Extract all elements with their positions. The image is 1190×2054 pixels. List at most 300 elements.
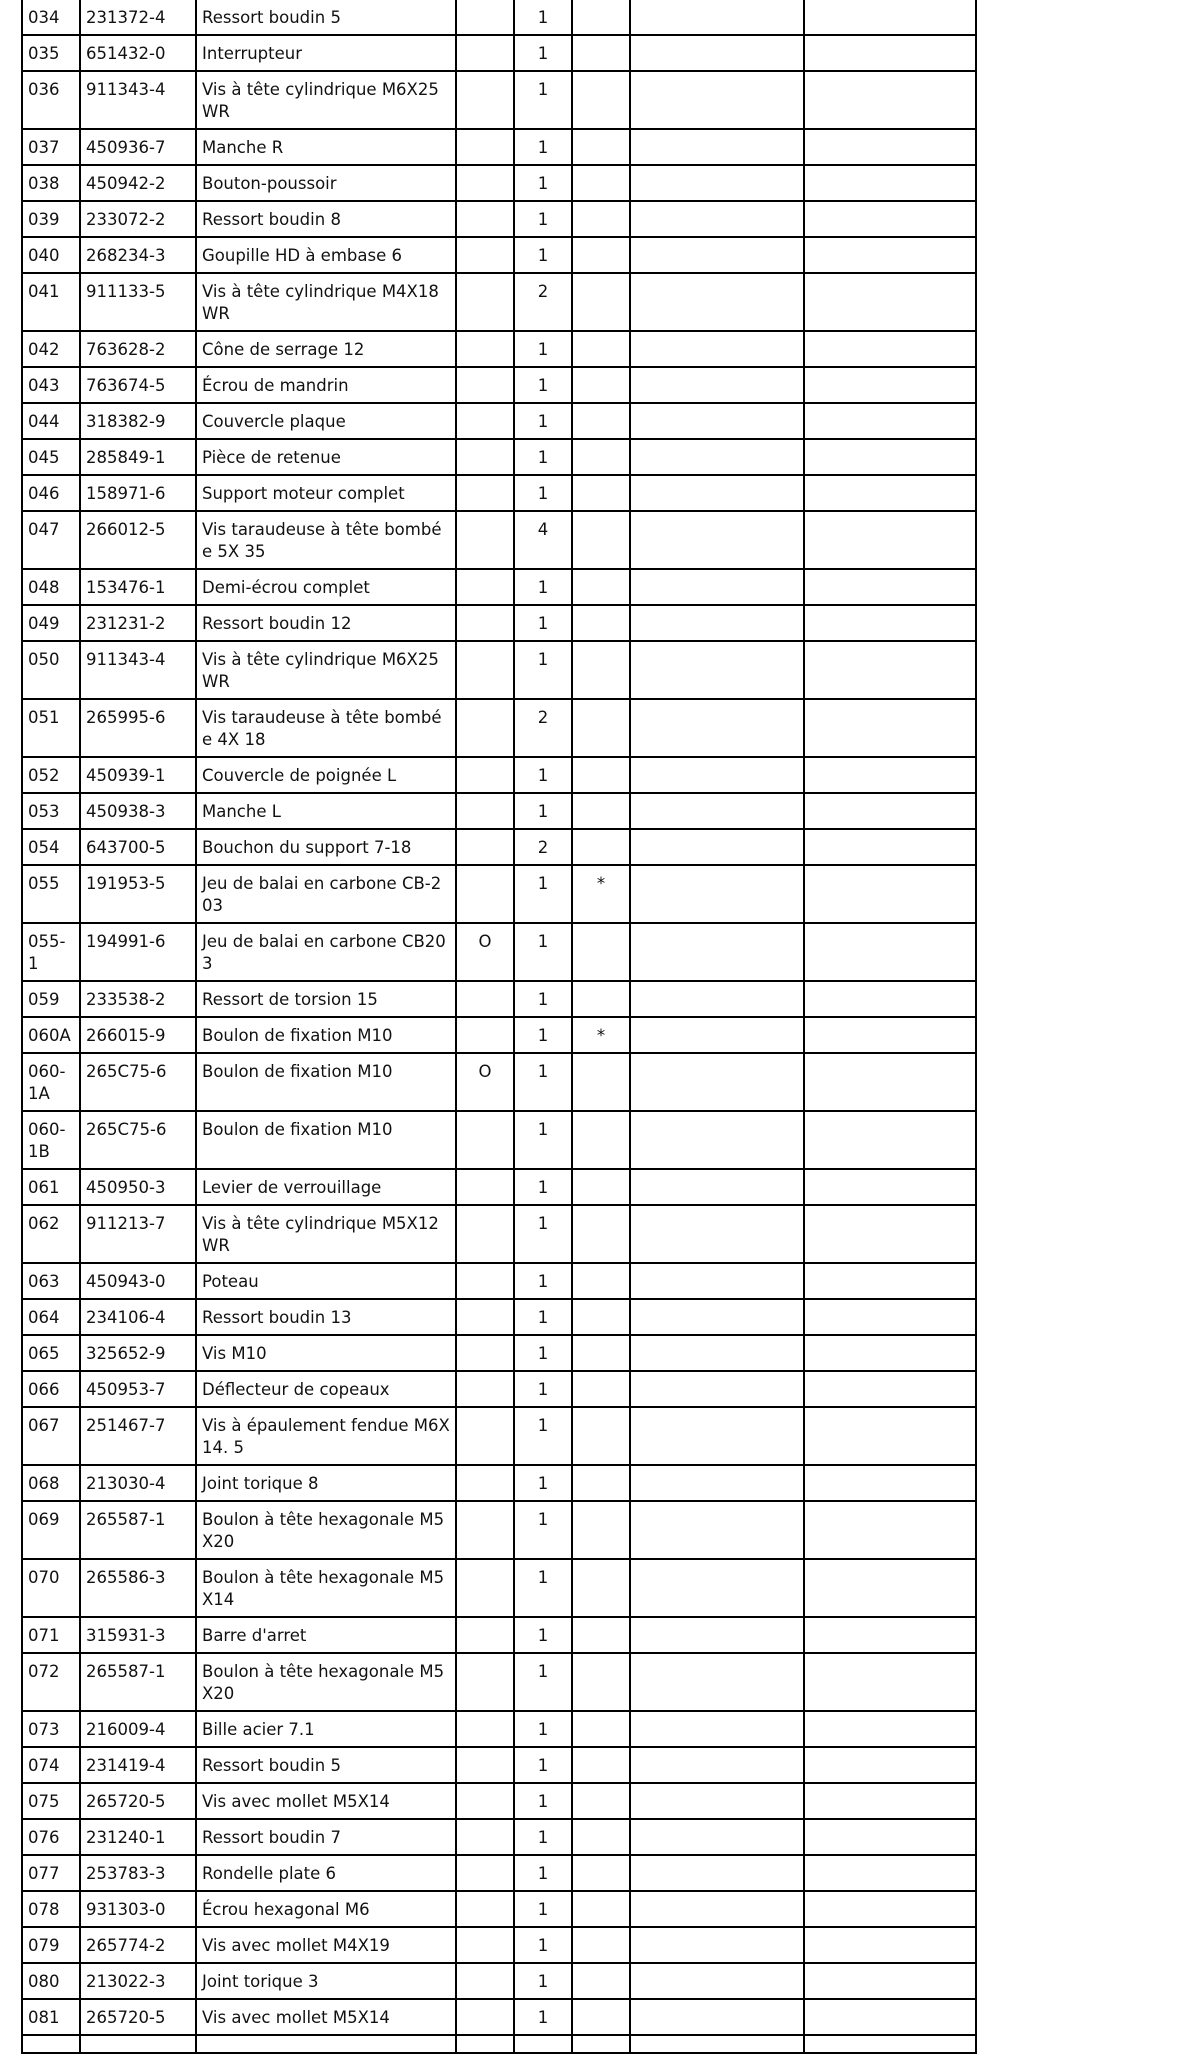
table-row: [22, 35, 976, 71]
empty-cell: [804, 237, 976, 273]
mark-cell: [572, 1963, 630, 1999]
item-number-cell: 070: [22, 1559, 80, 1617]
quantity-cell: 1: [514, 1371, 572, 1407]
description-cell: Ressort boudin 8: [196, 201, 456, 237]
empty-cell: [630, 475, 804, 511]
part-code-cell: 233072-2: [80, 201, 196, 237]
empty-cell: [630, 1501, 804, 1559]
item-number-cell: 043: [22, 367, 80, 403]
empty-cell: [630, 1819, 804, 1855]
empty-cell: [804, 2035, 976, 2053]
description-cell: Boulon de fixation M10: [196, 1053, 456, 1111]
description-cell: Joint torique 8: [196, 1465, 456, 1501]
quantity-cell: 1: [514, 201, 572, 237]
mark-cell: [572, 1783, 630, 1819]
option-cell: [456, 1465, 514, 1501]
option-cell: [456, 1819, 514, 1855]
table-row: [22, 1017, 976, 1053]
quantity-cell: 1: [514, 1299, 572, 1335]
part-code-cell: 265720-5: [80, 1999, 196, 2035]
quantity-cell: 1: [514, 1465, 572, 1501]
empty-cell: [22, 2035, 80, 2053]
option-cell: [456, 641, 514, 699]
empty-cell: [630, 1855, 804, 1891]
quantity-cell: 2: [514, 829, 572, 865]
empty-cell: [630, 793, 804, 829]
item-number-cell: 075: [22, 1783, 80, 1819]
item-number-cell: 068: [22, 1465, 80, 1501]
mark-cell: [572, 1819, 630, 1855]
mark-cell: [572, 923, 630, 981]
item-number-cell: 074: [22, 1747, 80, 1783]
mark-cell: [572, 273, 630, 331]
empty-cell: [630, 273, 804, 331]
description-cell: Couvercle de poignée L: [196, 757, 456, 793]
table-row: [22, 511, 976, 569]
description-cell: Rondelle plate 6: [196, 1855, 456, 1891]
table-row: [22, 1169, 976, 1205]
option-cell: [456, 35, 514, 71]
option-cell: [456, 1335, 514, 1371]
part-code-cell: 231240-1: [80, 1819, 196, 1855]
empty-cell: [804, 1855, 976, 1891]
table-row: [22, 981, 976, 1017]
mark-cell: [572, 403, 630, 439]
empty-cell: [804, 1371, 976, 1407]
part-code-cell: 763674-5: [80, 367, 196, 403]
item-number-cell: 066: [22, 1371, 80, 1407]
option-cell: [456, 1855, 514, 1891]
part-code-cell: 450939-1: [80, 757, 196, 793]
table-row: [22, 1891, 976, 1927]
option-cell: [456, 793, 514, 829]
empty-cell: [630, 699, 804, 757]
quantity-cell: 1: [514, 1963, 572, 1999]
item-number-cell: 055: [22, 865, 80, 923]
mark-cell: [572, 793, 630, 829]
empty-cell: [804, 829, 976, 865]
empty-cell: [804, 1747, 976, 1783]
part-code-cell: 265587-1: [80, 1501, 196, 1559]
empty-cell: [804, 475, 976, 511]
empty-cell: [630, 1783, 804, 1819]
table-row: [22, 201, 976, 237]
option-cell: [456, 403, 514, 439]
empty-cell: [804, 201, 976, 237]
quantity-cell: 1: [514, 1169, 572, 1205]
empty-cell: [630, 0, 804, 35]
part-code-cell: 651432-0: [80, 35, 196, 71]
empty-cell: [630, 1617, 804, 1653]
part-code-cell: 450938-3: [80, 793, 196, 829]
quantity-cell: 1: [514, 165, 572, 201]
empty-cell: [630, 331, 804, 367]
empty-cell: [804, 1891, 976, 1927]
quantity-cell: 1: [514, 475, 572, 511]
item-number-cell: 044: [22, 403, 80, 439]
item-number-cell: 038: [22, 165, 80, 201]
empty-cell: [804, 865, 976, 923]
description-cell: Levier de verrouillage: [196, 1169, 456, 1205]
part-code-cell: 265587-1: [80, 1653, 196, 1711]
empty-cell: [630, 1407, 804, 1465]
part-code-cell: 450936-7: [80, 129, 196, 165]
part-code-cell: 318382-9: [80, 403, 196, 439]
empty-cell: [804, 1963, 976, 1999]
item-number-cell: 035: [22, 35, 80, 71]
empty-cell: [456, 2035, 514, 2053]
table-row: [22, 1111, 976, 1169]
description-cell: Manche R: [196, 129, 456, 165]
part-code-cell: 231419-4: [80, 1747, 196, 1783]
quantity-cell: 1: [514, 1335, 572, 1371]
quantity-cell: 1: [514, 1407, 572, 1465]
description-cell: Vis avec mollet M4X19: [196, 1927, 456, 1963]
part-code-cell: 234106-4: [80, 1299, 196, 1335]
table-row: [22, 273, 976, 331]
empty-cell: [80, 2035, 196, 2053]
item-number-cell: 067: [22, 1407, 80, 1465]
item-number-cell: 080: [22, 1963, 80, 1999]
item-number-cell: 048: [22, 569, 80, 605]
mark-cell: [572, 605, 630, 641]
mark-cell: [572, 641, 630, 699]
description-cell: Vis à tête cylindrique M4X18 WR: [196, 273, 456, 331]
part-code-cell: 325652-9: [80, 1335, 196, 1371]
part-code-cell: 153476-1: [80, 569, 196, 605]
empty-cell: [804, 1299, 976, 1335]
mark-cell: [572, 201, 630, 237]
option-cell: [456, 1927, 514, 1963]
mark-cell: [572, 1465, 630, 1501]
option-cell: [456, 165, 514, 201]
quantity-cell: 1: [514, 1559, 572, 1617]
mark-cell: [572, 1855, 630, 1891]
mark-cell: [572, 129, 630, 165]
part-code-cell: 450950-3: [80, 1169, 196, 1205]
table-row: [22, 757, 976, 793]
option-cell: [456, 0, 514, 35]
option-cell: [456, 1617, 514, 1653]
quantity-cell: 1: [514, 1711, 572, 1747]
empty-cell: [804, 1263, 976, 1299]
empty-cell: [630, 403, 804, 439]
item-number-cell: 049: [22, 605, 80, 641]
description-cell: Joint torique 3: [196, 1963, 456, 1999]
item-number-cell: 054: [22, 829, 80, 865]
part-code-cell: 251467-7: [80, 1407, 196, 1465]
mark-cell: [572, 1653, 630, 1711]
empty-cell: [804, 1335, 976, 1371]
mark-cell: [572, 165, 630, 201]
option-cell: [456, 981, 514, 1017]
table-row: [22, 605, 976, 641]
empty-cell: [804, 1053, 976, 1111]
mark-cell: [572, 1559, 630, 1617]
empty-cell: [630, 1205, 804, 1263]
empty-cell: [804, 1501, 976, 1559]
description-cell: Demi-écrou complet: [196, 569, 456, 605]
description-cell: Boulon à tête hexagonale M5X20: [196, 1501, 456, 1559]
option-cell: [456, 1111, 514, 1169]
description-cell: Écrou hexagonal M6: [196, 1891, 456, 1927]
empty-cell: [804, 1017, 976, 1053]
option-cell: [456, 1169, 514, 1205]
description-cell: Vis avec mollet M5X14: [196, 1999, 456, 2035]
empty-cell: [630, 1169, 804, 1205]
empty-cell: [630, 1111, 804, 1169]
part-code-cell: 265774-2: [80, 1927, 196, 1963]
empty-cell: [630, 923, 804, 981]
empty-cell: [804, 641, 976, 699]
empty-cell: [630, 129, 804, 165]
quantity-cell: 1: [514, 757, 572, 793]
empty-cell: [630, 641, 804, 699]
parts-list-page: [21, 0, 977, 2054]
empty-cell: [630, 511, 804, 569]
empty-cell: [804, 1819, 976, 1855]
quantity-cell: 1: [514, 1747, 572, 1783]
quantity-cell: 1: [514, 129, 572, 165]
empty-cell: [630, 605, 804, 641]
mark-cell: [572, 367, 630, 403]
mark-cell: [572, 1617, 630, 1653]
description-cell: Vis taraudeuse à tête bombée 5X 35: [196, 511, 456, 569]
item-number-cell: 063: [22, 1263, 80, 1299]
mark-cell: *: [572, 865, 630, 923]
empty-cell: [804, 1711, 976, 1747]
quantity-cell: 4: [514, 511, 572, 569]
item-number-cell: 050: [22, 641, 80, 699]
option-cell: [456, 1299, 514, 1335]
mark-cell: [572, 1053, 630, 1111]
empty-cell: [630, 35, 804, 71]
part-code-cell: 911343-4: [80, 71, 196, 129]
item-number-cell: 076: [22, 1819, 80, 1855]
empty-cell: [804, 1407, 976, 1465]
description-cell: Poteau: [196, 1263, 456, 1299]
quantity-cell: 1: [514, 793, 572, 829]
table-row: [22, 1617, 976, 1653]
part-code-cell: 911213-7: [80, 1205, 196, 1263]
empty-cell: [630, 1747, 804, 1783]
part-code-cell: 265C75-6: [80, 1111, 196, 1169]
empty-cell: [804, 403, 976, 439]
description-cell: Vis à tête cylindrique M5X12 WR: [196, 1205, 456, 1263]
part-code-cell: 253783-3: [80, 1855, 196, 1891]
empty-cell: [630, 1999, 804, 2035]
empty-cell: [804, 1559, 976, 1617]
part-code-cell: 450943-0: [80, 1263, 196, 1299]
quantity-cell: 1: [514, 331, 572, 367]
option-cell: [456, 511, 514, 569]
mark-cell: [572, 1205, 630, 1263]
description-cell: Ressort boudin 5: [196, 0, 456, 35]
table-row: [22, 403, 976, 439]
part-code-cell: 191953-5: [80, 865, 196, 923]
description-cell: Pièce de retenue: [196, 439, 456, 475]
table-row: [22, 1783, 976, 1819]
part-code-cell: 931303-0: [80, 1891, 196, 1927]
option-cell: [456, 605, 514, 641]
part-code-cell: 285849-1: [80, 439, 196, 475]
option-cell: [456, 367, 514, 403]
quantity-cell: 1: [514, 605, 572, 641]
description-cell: Manche L: [196, 793, 456, 829]
item-number-cell: 052: [22, 757, 80, 793]
table-row: [22, 439, 976, 475]
description-cell: Boulon de fixation M10: [196, 1017, 456, 1053]
item-number-cell: 071: [22, 1617, 80, 1653]
option-cell: [456, 1559, 514, 1617]
quantity-cell: 2: [514, 273, 572, 331]
option-cell: [456, 1999, 514, 2035]
part-code-cell: 450953-7: [80, 1371, 196, 1407]
table-row: [22, 331, 976, 367]
table-row: [22, 1855, 976, 1891]
quantity-cell: 1: [514, 1263, 572, 1299]
empty-cell: [630, 439, 804, 475]
empty-cell: [630, 367, 804, 403]
option-cell: [456, 1891, 514, 1927]
empty-cell: [804, 1205, 976, 1263]
option-cell: [456, 273, 514, 331]
quantity-cell: 1: [514, 1017, 572, 1053]
part-code-cell: 213030-4: [80, 1465, 196, 1501]
empty-cell: [804, 1653, 976, 1711]
item-number-cell: 079: [22, 1927, 80, 1963]
item-number-cell: 081: [22, 1999, 80, 2035]
table-row: [22, 165, 976, 201]
item-number-cell: 078: [22, 1891, 80, 1927]
description-cell: Ressort de torsion 15: [196, 981, 456, 1017]
item-number-cell: 069: [22, 1501, 80, 1559]
empty-cell: [804, 511, 976, 569]
description-cell: Vis avec mollet M5X14: [196, 1783, 456, 1819]
item-number-cell: 055-1: [22, 923, 80, 981]
mark-cell: [572, 1407, 630, 1465]
description-cell: Interrupteur: [196, 35, 456, 71]
description-cell: Goupille HD à embase 6: [196, 237, 456, 273]
item-number-cell: 046: [22, 475, 80, 511]
part-code-cell: 266015-9: [80, 1017, 196, 1053]
table-row: [22, 1999, 976, 2035]
quantity-cell: 1: [514, 237, 572, 273]
empty-cell: [514, 2035, 572, 2053]
empty-cell: [572, 2035, 630, 2053]
mark-cell: [572, 1335, 630, 1371]
part-code-cell: 216009-4: [80, 1711, 196, 1747]
description-cell: Boulon à tête hexagonale M5X14: [196, 1559, 456, 1617]
quantity-cell: 1: [514, 1927, 572, 1963]
item-number-cell: 061: [22, 1169, 80, 1205]
part-code-cell: 265995-6: [80, 699, 196, 757]
mark-cell: [572, 0, 630, 35]
empty-cell: [804, 569, 976, 605]
quantity-cell: 1: [514, 0, 572, 35]
mark-cell: [572, 1263, 630, 1299]
empty-cell: [630, 2035, 804, 2053]
mark-cell: [572, 569, 630, 605]
table-row: [22, 1963, 976, 1999]
table-row: [22, 237, 976, 273]
item-number-cell: 036: [22, 71, 80, 129]
table-row: [22, 641, 976, 699]
table-row: [22, 1205, 976, 1263]
empty-cell: [804, 1169, 976, 1205]
option-cell: [456, 569, 514, 605]
empty-cell: [804, 1111, 976, 1169]
item-number-cell: 062: [22, 1205, 80, 1263]
part-code-cell: 265586-3: [80, 1559, 196, 1617]
empty-cell: [630, 1017, 804, 1053]
description-cell: Bouton-poussoir: [196, 165, 456, 201]
table-row: [22, 793, 976, 829]
quantity-cell: 1: [514, 1783, 572, 1819]
quantity-cell: 1: [514, 1999, 572, 2035]
empty-cell: [804, 923, 976, 981]
empty-cell: [804, 129, 976, 165]
quantity-cell: 1: [514, 1855, 572, 1891]
mark-cell: [572, 475, 630, 511]
mark-cell: [572, 71, 630, 129]
part-code-cell: 231231-2: [80, 605, 196, 641]
mark-cell: [572, 35, 630, 71]
table-row: [22, 71, 976, 129]
empty-cell: [630, 1653, 804, 1711]
part-code-cell: 450942-2: [80, 165, 196, 201]
empty-cell: [630, 569, 804, 605]
description-cell: Vis à tête cylindrique M6X25 WR: [196, 641, 456, 699]
item-number-cell: 047: [22, 511, 80, 569]
parts-table-body: [22, 0, 976, 2053]
empty-cell: [630, 1263, 804, 1299]
empty-cell: [630, 1559, 804, 1617]
description-cell: Vis taraudeuse à tête bombée 4X 18: [196, 699, 456, 757]
empty-cell: [804, 793, 976, 829]
part-code-cell: 194991-6: [80, 923, 196, 981]
continued-row: [22, 2035, 976, 2053]
table-row: [22, 699, 976, 757]
description-cell: Bouchon du support 7-18: [196, 829, 456, 865]
description-cell: Ressort boudin 12: [196, 605, 456, 641]
part-code-cell: 158971-6: [80, 475, 196, 511]
empty-cell: [630, 237, 804, 273]
empty-cell: [630, 71, 804, 129]
mark-cell: [572, 1501, 630, 1559]
table-row: [22, 1407, 976, 1465]
option-cell: O: [456, 923, 514, 981]
quantity-cell: 1: [514, 981, 572, 1017]
description-cell: Jeu de balai en carbone CB203: [196, 923, 456, 981]
table-row: [22, 475, 976, 511]
option-cell: [456, 1205, 514, 1263]
table-row: [22, 865, 976, 923]
table-row: [22, 569, 976, 605]
table-row: [22, 1335, 976, 1371]
quantity-cell: 1: [514, 1653, 572, 1711]
part-code-cell: 763628-2: [80, 331, 196, 367]
empty-cell: [804, 605, 976, 641]
table-row: [22, 129, 976, 165]
table-row: [22, 1711, 976, 1747]
option-cell: [456, 699, 514, 757]
empty-cell: [804, 273, 976, 331]
mark-cell: [572, 1371, 630, 1407]
empty-cell: [804, 439, 976, 475]
mark-cell: [572, 1299, 630, 1335]
quantity-cell: 1: [514, 1819, 572, 1855]
